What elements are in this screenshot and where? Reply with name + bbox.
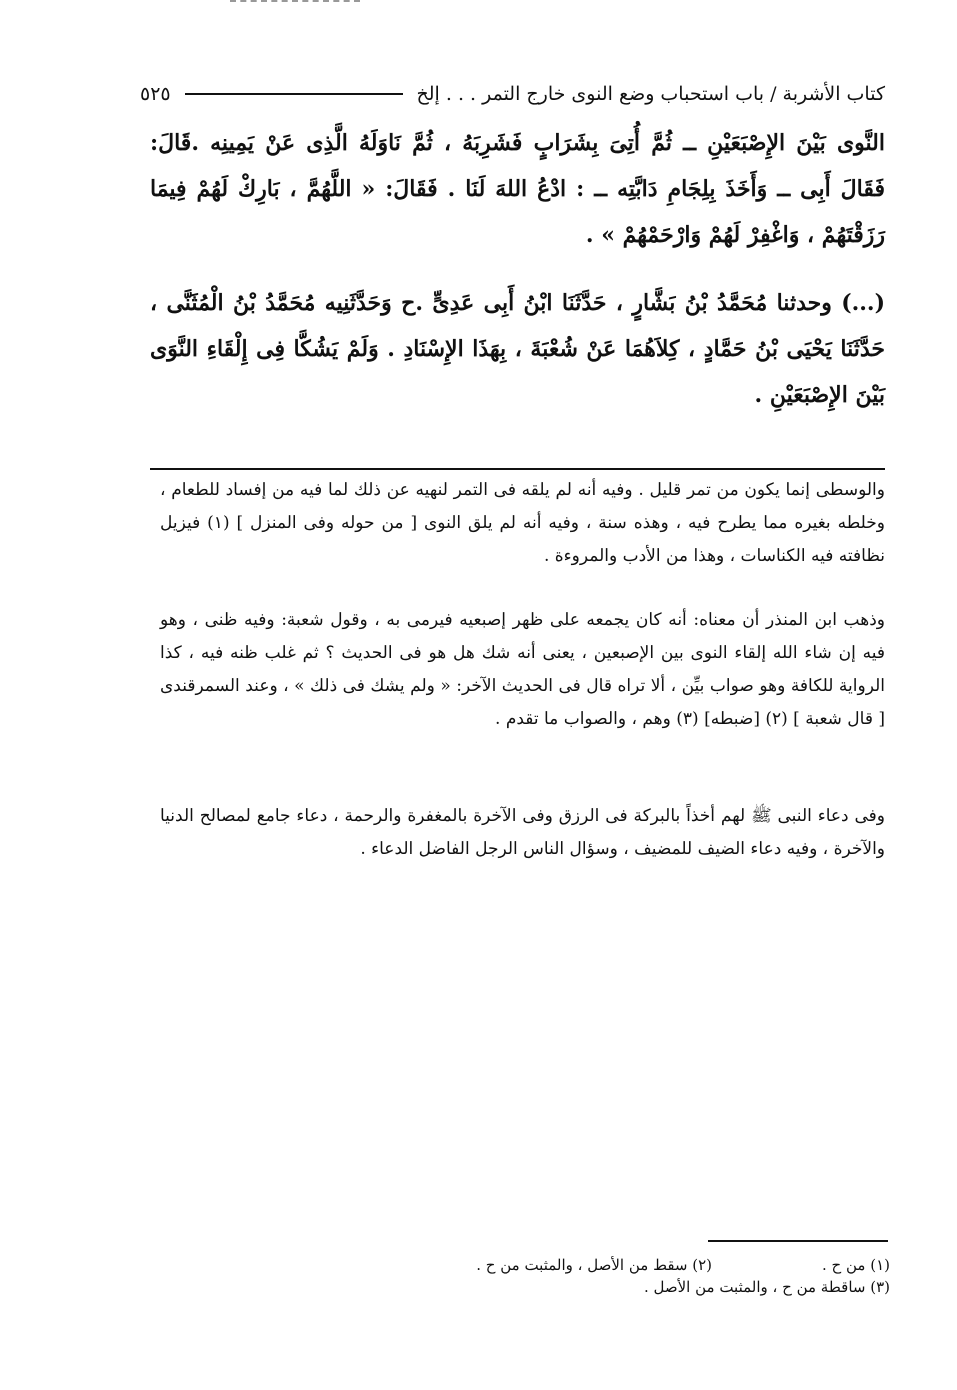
running-title: كتاب الأشربة / باب استحباب وضع النوى خارج التمر . . . إلخ [416, 83, 885, 105]
commentary-paragraph-2: وذهب ابن المنذر أن معناه: أنه كان يجمعه على ظهر إصبعيه فيرمى به ، وقول شعبة: وفيه ظنى ، وهو فيه إن شاء الله إلقاء النوى بين الإصبعين ، يعنى أنه شك هل هو فى الحديث ؟ ثم غلب ظنه فيه ، كذا الرواية للكافة وهو صواب بيِّن ، ألا تراه قال فى الحديث الآخر: « ولم يشك فى ذلك » ، وعند السمرقندى [ قال شعبة ] (٢) [ضبطه] (٣) وهم ، والصواب ما تقدم . [160, 610, 885, 729]
commentary-paragraph-1: والوسطى إنما يكون من تمر قليل . وفيه أنه لم يلقه فى التمر لنهيه عن ذلك لما فيه من إفساد للطعام ، وخلطه بغيره مما يطرح فيه ، وهذه سنة ، وفيه أنه لم يلق النوى [ من حوله وفى المنزل ] (١) فيزيل نظافته فيه الكناسات ، وهذا من الأدب والمروءة . [160, 480, 885, 566]
footnote-row-1 [300, 1254, 890, 1276]
footnote-1: (١) من ح . [822, 1256, 890, 1274]
scan-artifact-dashes [230, 0, 360, 6]
hadith-paragraph-1: النَّوى بَيْنَ الإِصْبَعَيْنِ ــ ثُمَّ أُتِىَ بِشَرَابٍ فَشَرِبَهُ ، ثُمَّ نَاوَلَهُ الَّذِى عَنْ يَمِينِه .قَالَ: فَقَالَ أَبِى ــ وَأَخَذَ بِلِجَامِ دَابَّتِه ــ : ادْعُ اللهَ لَنَا . فَقَالَ: « اللَّهُمَّ ، بَارِكْ لَهُمْ فِيمَا رَزَقْتَهُمْ ، وَاغْفِرْ لَهُمْ وَارْحَمْهُمْ » . [150, 130, 885, 248]
footnote-2: (٢) سقط من الأصل ، والمثبت من ح . [476, 1256, 713, 1274]
running-header [140, 74, 885, 114]
header-rule [185, 93, 403, 95]
hadith-paragraph-2: (...) وحدثنا مُحَمَّدُ بْنُ بَشَّارٍ ، حَدَّثَنَا ابْنُ أَبِى عَدِىٍّ .ح وَحَدَّثَنِيه مُحَمَّدُ بْنُ الْمُثَنَّى ، حَدَّثَنَا يَحْيَى بْنُ حَمَّادٍ ، كِلاَهُمَا عَنْ شُعْبَةَ ، بِهَذَا الإِسْنَادِ . وَلَمْ يَشُكَّا فِى إِلْقَاءِ النَّوَى بَيْنَ الإِصْبَعَيْنِ . [150, 290, 885, 408]
footnote-separator [708, 1240, 888, 1242]
footnote-row-2 [300, 1276, 890, 1298]
footnote-3: (٣) ساقطة من ح ، والمثبت من الأصل . [643, 1278, 890, 1296]
footnotes [300, 1254, 890, 1298]
commentary-separator [150, 468, 885, 470]
page-number: ٥٢٥ [140, 83, 171, 105]
commentary-paragraph-3: وفى دعاء النبى ﷺ لهم أخذاً بالبركة فى الرزق وفى الآخرة بالمغفرة والرحمة ، دعاء جامع لمصالح الدنيا والآخرة ، وفيه دعاء الضيف للمضيف ، وسؤال الناس الرجل الفاضل الدعاء . [160, 806, 885, 859]
